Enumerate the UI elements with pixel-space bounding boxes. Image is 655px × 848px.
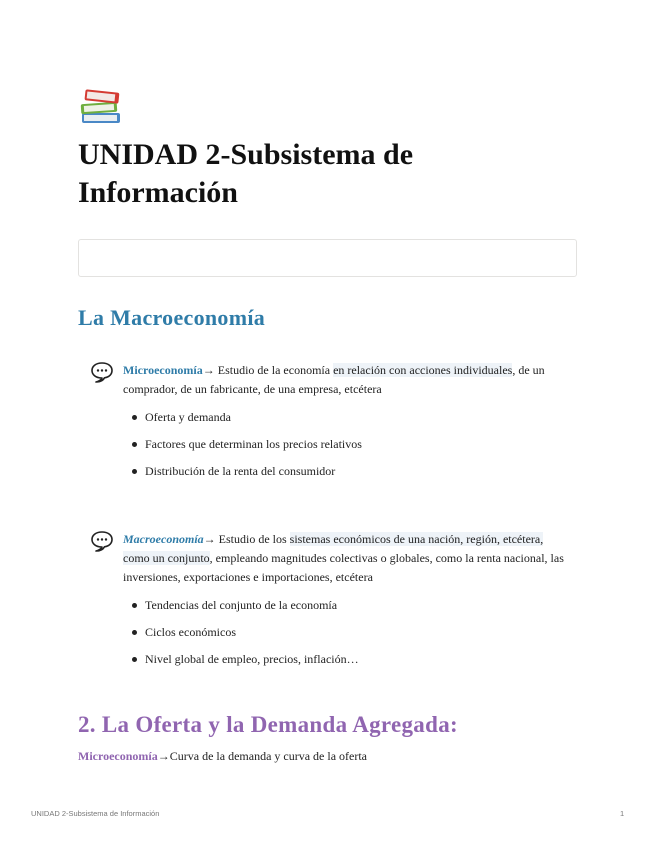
footer-title: UNIDAD 2-Subsistema de Información [31,809,160,818]
arrow: → [202,363,215,377]
callout-text [123,361,568,399]
speech-bubble-icon [90,530,114,552]
bullet-list-micro [122,408,362,489]
callout-text-before: Estudio de los [215,532,290,546]
term-microeconomia: Microeconomía [78,749,158,763]
oferta-line [78,749,367,764]
bullet-list-macro [122,596,359,677]
list-item: Distribución de la renta del consumidor [122,462,362,489]
page-title: UNIDAD 2-Subsistema de Información [78,138,414,209]
list-item: Tendencias del conjunto de la economía [122,596,359,623]
list-item: Nivel global de empleo, precios, inflación… [122,650,359,677]
speech-bubble-icon [90,361,114,383]
empty-block[interactable] [78,239,577,277]
books-icon [78,84,124,128]
callout-text-after: , empleando magnitudes colectivas o globales, como la renta nacional, las inversiones, exportaciones e importaciones, etcétera [123,551,564,584]
list-item: Ciclos económicos [122,623,359,650]
callout-text-before: Estudio de la economía [214,363,334,377]
section-heading-oferta-demanda: 2. La Oferta y la Demanda Agregada: [78,712,458,737]
list-item: Factores que determinan los precios relativos [122,435,362,462]
term-macroeconomia: Macroeconomía [123,532,204,546]
arrow: → [157,749,170,763]
oferta-text: Curva de la demanda y curva de la oferta [169,749,368,763]
highlighted-text: en relación con acciones individuales [333,363,513,377]
arrow: → [203,532,216,546]
highlighted-text: sistemas económicos de una nación, región, etcétera, como un conjunto [123,532,544,565]
list-item: Oferta y demanda [122,408,362,435]
term-microeconomia: Microeconomía [123,363,203,377]
callout-text-after: , de un comprador, de un fabricante, de una empresa, etcétera [123,363,545,396]
section-heading-macroeconomia: La Macroeconomía [78,305,266,330]
callout-text [123,530,568,587]
footer-page-number: 1 [620,809,625,818]
